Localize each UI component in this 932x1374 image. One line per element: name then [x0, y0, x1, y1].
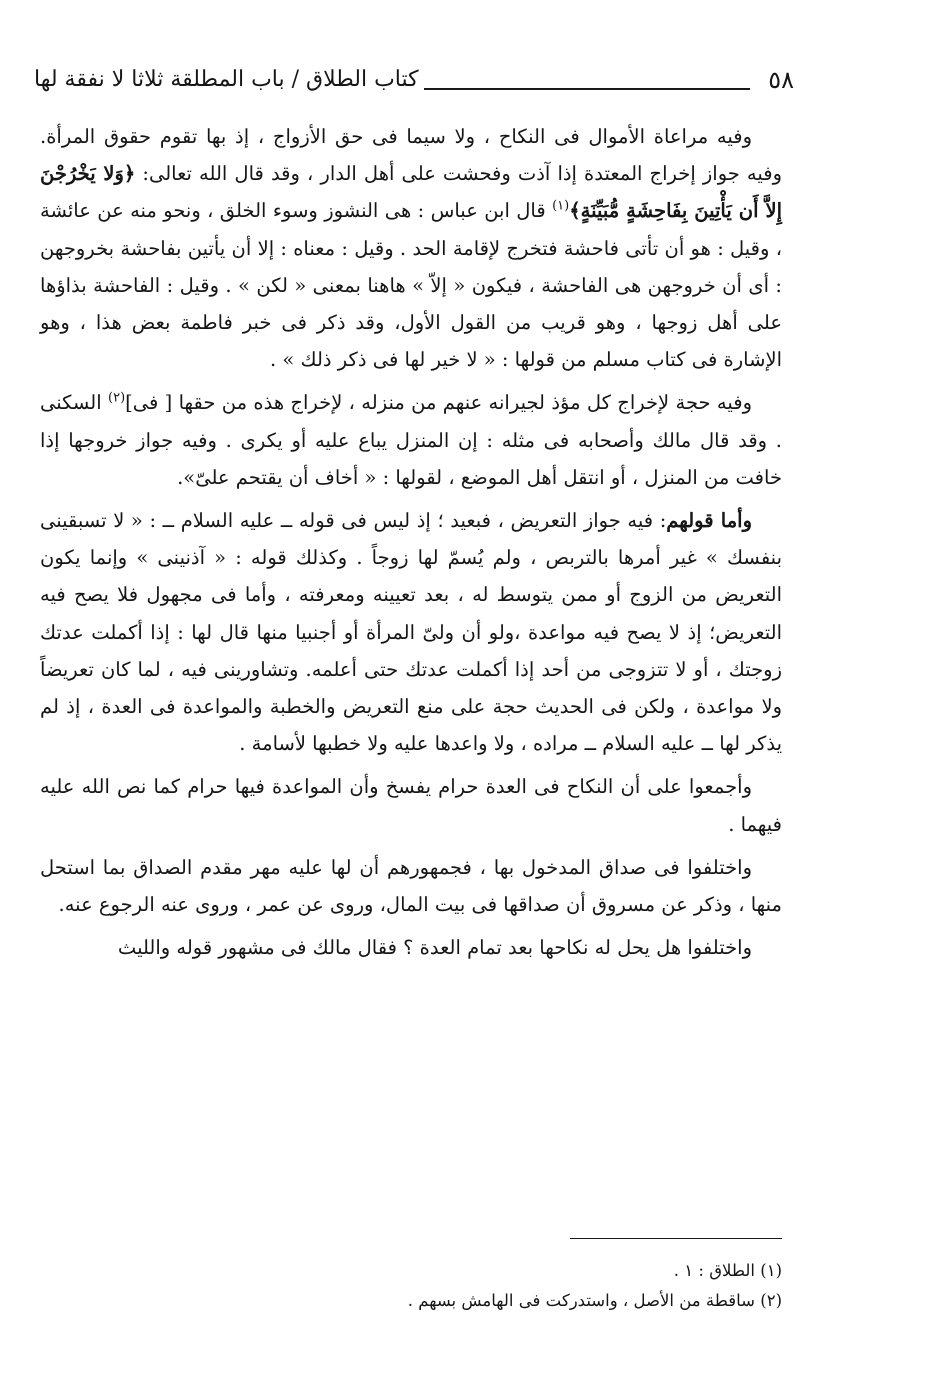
footnote-1: (١) الطلاق : ١ .	[673, 1261, 782, 1280]
footnote-rule	[570, 1238, 782, 1239]
paragraph-1-text-a: وفيه مراعاة الأموال فى النكاح ، ولا سيما فى حق الأزواج ، إذ بها تقوم حقوق المرأة. وفيه جواز إخراج المعتدة إذا آذت وفحشت على أهل الدار ، وقد قال الله تعالى:	[40, 125, 782, 186]
paragraph-4-text: وأجمعوا على أن النكاح فى العدة حرام يفسخ وأن المواعدة فيها حرام كما نص الله عليه فيهما .	[40, 775, 782, 836]
footnote-ref-2: (٢)	[108, 390, 126, 406]
body-text	[40, 118, 782, 972]
quran-verse: ﴿وَلا يَخْرُجْنَ إِلاَّ أَن يَأْتِينَ بِفَاحِشَةٍ مُّبَيِّنَةٍ﴾	[40, 162, 782, 223]
footnotes	[40, 1256, 782, 1316]
paragraph-1-text-b: قال ابن عباس : هى النشوز وسوء الخلق ، ونحو منه عن عائشة ، وقيل : هو أن تأتى فاحشة فتخرج لإقامة الحد . وقيل : معناه : إلا أن يأتين بفاحشة بخروجهن : أى أن خروجهن هى الفاحشة ، فيكون « إلاّ » هاهنا بمعنى « لكن » . وقيل : الفاحشة بذاؤها على أهل زوجها ، وهو قريب من القول الأول، وقد ذكر فى خبر فاطمة بعض هذا ، وهو الإشارة فى كتاب مسلم من قولها : « لا خير لها فى ذكر ذلك » .	[40, 199, 782, 372]
paragraph-2-text-b: السكنى . وقد قال مالك وأصحابه فى مثله : إن المنزل يباع عليه أو يكرى . وفيه جواز خروجها إذا خافت من المنزل ، أو انتقل أهل الموضع ، لقولها : « أخاف أن يقتحم علىّ».	[40, 391, 782, 489]
running-title: كتاب الطلاق / باب المطلقة ثلاثا لا نفقة لها	[34, 67, 419, 92]
paragraph-5	[40, 849, 782, 923]
paragraph-1	[40, 118, 782, 378]
page-header	[34, 66, 790, 102]
paragraph-6-text: واختلفوا هل يحل له نكاحها بعد تمام العدة ؟ فقال مالك فى مشهور قوله والليث	[117, 936, 752, 960]
paragraph-6	[40, 929, 782, 966]
paragraph-4	[40, 768, 782, 842]
footnote-2: (٢) ساقطة من الأصل ، واستدركت فى الهامش بسهم .	[407, 1291, 782, 1310]
paragraph-2	[40, 384, 782, 496]
paragraph-2-text-a: وفيه حجة لإخراج كل مؤذ لجيرانه عنهم من منزله ، لإخراج هذه من حقها [ فى]	[125, 391, 752, 415]
paragraph-5-text: واختلفوا فى صداق المدخول بها ، فجمهورهم أن لها عليه مهر مقدم الصداق بما استحل منها ، وذكر عن مسروق أن صداقها فى بيت المال، وروى عن عمر ، وروى عنه الرجوع عنه.	[40, 855, 782, 917]
paragraph-3-text: : فيه جواز التعريض ، فبعيد ؛ إذ ليس فى قوله ــ عليه السلام ــ : « لا تسبقينى بنفسك » غير أمرها بالتربص ، ولم يُسمّ لها زوجاً . وكذلك قوله : « آذنينى » وإنما يكون التعريض من الزوج أو ممن يتوسط له ، بعد تعيينه ومعرفته ، وأما فى مجهول فلا يصح فيه التعريض؛ إذ لا يصح فيه مواعدة ،ولو أن ولىّ المرأة أو أجنبيا منها قال لها : إذا أكملت عدتك زوجتك ، أو لا تتزوجى من أحد إذا أكملت عدتك حتى أعلمه. وتشاورينى فيه ، لما كان تعريضاً ولا مواعدة ، ولكن فى الحديث حجة على منع التعريض والخطبة والمواعدة فى العدة ، إذ لم يذكر لها ــ عليه السلام ــ مراده ، ولا واعدها عليه ولا خطبها لأسامة .	[40, 509, 782, 756]
footnote-ref-1: (١)	[552, 198, 570, 214]
paragraph-3-lead: وأما قولهم	[666, 509, 752, 533]
paragraph-3	[40, 502, 782, 762]
page-number: ٥٨	[768, 66, 794, 94]
